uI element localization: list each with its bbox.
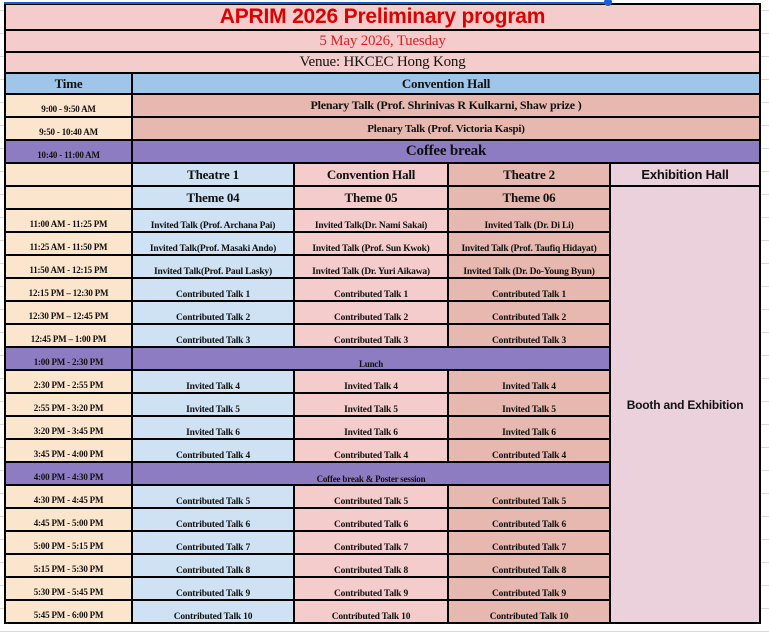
theme-theatre-1: Theme 04 [132, 186, 294, 209]
break-cell: Coffee break & Poster session [132, 462, 610, 485]
session-cell: Contributed Talk 1 [448, 278, 610, 301]
program-date: 5 May 2026, Tuesday [5, 30, 760, 52]
session-cell: Contributed Talk 6 [132, 508, 294, 531]
time-cell: 3:45 PM - 4:00 PM [5, 439, 132, 462]
session-cell: Invited Talk 5 [132, 393, 294, 416]
time-cell: 9:50 - 10:40 AM [5, 117, 132, 140]
program-venue: Venue: HKCEC Hong Kong [5, 52, 760, 73]
time-cell: 2:55 PM - 3:20 PM [5, 393, 132, 416]
session-cell: Contributed Talk 4 [448, 439, 610, 462]
time-cell: 12:45 PM – 1:00 PM [5, 324, 132, 347]
session-cell: Contributed Talk 7 [448, 531, 610, 554]
plenary-talk-2: Plenary Talk (Prof. Victoria Kaspi) [132, 117, 760, 140]
coffee-break: Coffee break [132, 140, 760, 163]
session-cell: Contributed Talk 4 [132, 439, 294, 462]
time-cell-empty [5, 163, 132, 186]
plenary-talk-1: Plenary Talk (Prof. Shrinivas R Kulkarni, Shaw prize ) [132, 94, 760, 117]
session-cell: Invited Talk 6 [448, 416, 610, 439]
session-cell: Contributed Talk 7 [294, 531, 448, 554]
session-cell: Contributed Talk 9 [294, 577, 448, 600]
session-cell: Invited Talk 5 [294, 393, 448, 416]
time-cell: 4:30 PM - 4:45 PM [5, 485, 132, 508]
session-cell: Contributed Talk 6 [294, 508, 448, 531]
session-cell: Contributed Talk 3 [294, 324, 448, 347]
time-cell: 1:00 PM - 2:30 PM [5, 347, 132, 370]
session-cell: Contributed Talk 10 [448, 600, 610, 623]
time-cell: 3:20 PM - 3:45 PM [5, 416, 132, 439]
session-cell: Contributed Talk 8 [132, 554, 294, 577]
session-cell: Contributed Talk 2 [294, 301, 448, 324]
time-cell: 12:30 PM – 12:45 PM [5, 301, 132, 324]
session-cell: Contributed Talk 9 [132, 577, 294, 600]
session-cell: Contributed Talk 2 [132, 301, 294, 324]
time-cell: 11:25 AM - 11:50 PM [5, 232, 132, 255]
session-cell: Invited Talk 4 [132, 370, 294, 393]
session-cell: Contributed Talk 8 [294, 554, 448, 577]
hall-exhibition: Exhibition Hall [610, 163, 760, 186]
theme-theatre-2: Theme 06 [448, 186, 610, 209]
session-cell: Invited Talk (Dr. Di Li) [448, 209, 610, 232]
session-cell: Invited Talk (Dr. Yuri Aikawa) [294, 255, 448, 278]
time-cell-empty [5, 186, 132, 209]
session-cell: Contributed Talk 5 [294, 485, 448, 508]
time-cell: 5:15 PM - 5:30 PM [5, 554, 132, 577]
session-cell: Invited Talk 5 [448, 393, 610, 416]
time-cell: 11:50 AM - 12:15 PM [5, 255, 132, 278]
program-table [4, 3, 761, 624]
hall-convention-hall: Convention Hall [294, 163, 448, 186]
session-cell: Contributed Talk 10 [132, 600, 294, 623]
time-cell: 5:30 PM - 5:45 PM [5, 577, 132, 600]
session-cell: Contributed Talk 3 [132, 324, 294, 347]
session-cell: Contributed Talk 7 [132, 531, 294, 554]
session-cell: Contributed Talk 6 [448, 508, 610, 531]
time-cell: 12:15 PM – 12:30 PM [5, 278, 132, 301]
session-cell: Invited Talk 4 [448, 370, 610, 393]
session-cell: Contributed Talk 3 [448, 324, 610, 347]
session-cell: Contributed Talk 5 [132, 485, 294, 508]
session-cell: Invited Talk(Prof. Masaki Ando) [132, 232, 294, 255]
session-cell: Invited Talk (Prof. Archana Pai) [132, 209, 294, 232]
time-cell: 4:45 PM - 5:00 PM [5, 508, 132, 531]
theme-convention-hall: Theme 05 [294, 186, 448, 209]
time-cell: 5:45 PM - 6:00 PM [5, 600, 132, 623]
session-cell: Contributed Talk 2 [448, 301, 610, 324]
cell-selection-border [4, 2, 608, 4]
time-cell: 9:00 - 9:50 AM [5, 94, 132, 117]
time-cell: 11:00 AM - 11:25 PM [5, 209, 132, 232]
session-cell: Contributed Talk 4 [294, 439, 448, 462]
session-cell: Invited Talk 6 [132, 416, 294, 439]
session-cell: Invited Talk (Dr. Do-Young Byun) [448, 255, 610, 278]
time-cell: 2:30 PM - 2:55 PM [5, 370, 132, 393]
session-cell: Invited Talk 6 [294, 416, 448, 439]
session-cell: Contributed Talk 8 [448, 554, 610, 577]
session-cell: Contributed Talk 1 [294, 278, 448, 301]
session-cell: Invited Talk (Prof. Sun Kwok) [294, 232, 448, 255]
session-cell: Contributed Talk 5 [448, 485, 610, 508]
page-title: APRIM 2026 Preliminary program [5, 4, 760, 30]
time-cell: 4:00 PM - 4:30 PM [5, 462, 132, 485]
time-cell: 10:40 - 11:00 AM [5, 140, 132, 163]
session-cell: Invited Talk(Dr. Nami Sakai) [294, 209, 448, 232]
session-cell: Invited Talk 4 [294, 370, 448, 393]
session-cell: Contributed Talk 9 [448, 577, 610, 600]
session-cell: Invited Talk(Prof. Paul Lasky) [132, 255, 294, 278]
break-cell: Lunch [132, 347, 610, 370]
hall-theatre-1: Theatre 1 [132, 163, 294, 186]
booth-and-exhibition: Booth and Exhibition [610, 186, 760, 623]
convention-hall-header: Convention Hall [132, 73, 760, 94]
hall-theatre-2: Theatre 2 [448, 163, 610, 186]
session-cell: Contributed Talk 10 [294, 600, 448, 623]
session-cell: Contributed Talk 1 [132, 278, 294, 301]
session-cell: Invited Talk (Prof. Taufiq Hidayat) [448, 232, 610, 255]
time-cell: 5:00 PM - 5:15 PM [5, 531, 132, 554]
time-header: Time [5, 73, 132, 94]
